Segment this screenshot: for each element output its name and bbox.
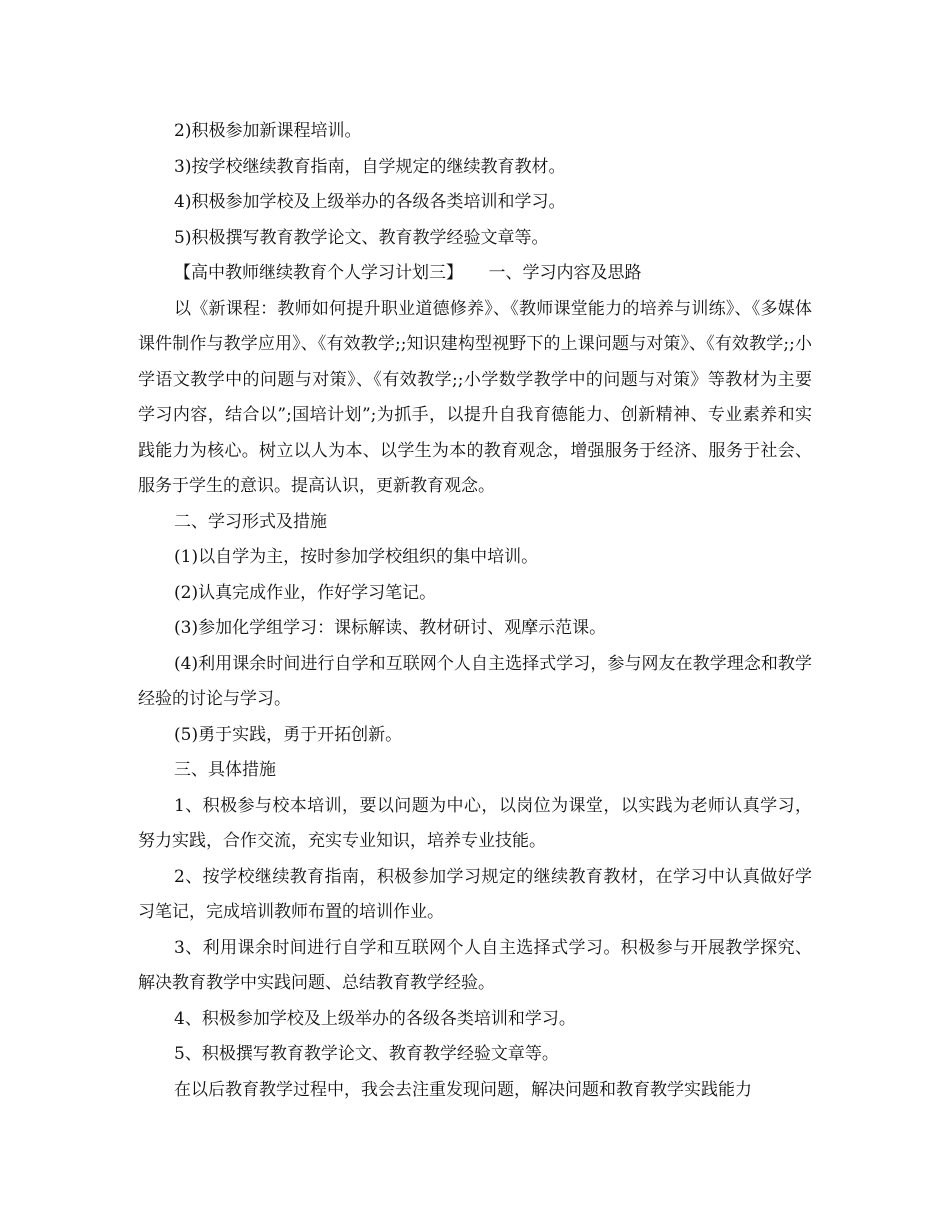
paragraph: 5)积极撰写教育教学论文、教育教学经验文章等。	[174, 227, 549, 248]
section-heading: 二、学习形式及措施	[174, 511, 327, 532]
paragraph: 以《新课程：教师如何提升职业道德修养》、《教师课堂能力的培养与训练》、《多媒体课件制作与教学应用》、《有效教学;;知识建构型视野下的上课问题与对策》、《有效教学;;小学语文教学中的问题与对策》、《有效教学;;小学数学教学中的问题与对策》等教材为主要学习内容，结合以”;国培计划”;为抓手，以提升自我育德能力、创新精神、专业素养和实践能力为核心。树立以人为本、以学生为本的教育观念，增强服务于经济、服务于社会、服务于学生的意识。提高认识，更新教育观念。	[138, 298, 812, 496]
paragraph: (1)以自学为主，按时参加学校组织的集中培训。	[174, 547, 539, 567]
paragraph: (2)认真完成作业，作好学习笔记。	[174, 582, 437, 603]
paragraph: (3)参加化学组学习：课标解读、教材研讨、观摩示范课。	[174, 618, 607, 638]
paragraph: 2、按学校继续教育指南，积极参加学习规定的继续教育教材，在学习中认真做好学习笔记，完成培训教师布置的培训作业。	[138, 866, 812, 922]
paragraph: 2)积极参加新课程培训。	[174, 121, 362, 141]
section-title: 【高中教师继续教育个人学习计划三】 一、学习内容及思路	[174, 263, 642, 283]
paragraph: (5)勇于实践，勇于开拓创新。	[174, 724, 403, 745]
paragraph: 4、积极参加学校及上级举办的各级各类培训和学习。	[174, 1008, 576, 1029]
paragraph: (4)利用课余时间进行自学和互联网个人自主选择式学习，参与网友在教学理念和教学经验的讨论与学习。	[138, 653, 812, 709]
paragraph: 3)按学校继续教育指南，自学规定的继续教育教材。	[174, 156, 566, 177]
paragraph: 5、积极撰写教育教学论文、教育教学经验文章等。	[174, 1044, 559, 1064]
section-heading: 三、具体措施	[174, 760, 276, 780]
paragraph: 在以后教育教学过程中，我会去注重发现问题，解决问题和教育教学实践能力	[174, 1079, 752, 1100]
paragraph: 1、积极参与校本培训，要以问题为中心，以岗位为课堂，以实践为老师认真学习，努力实践，合作交流，充实专业知识，培养专业技能。	[138, 795, 812, 851]
paragraph: 4)积极参加学校及上级举办的各级各类培训和学习。	[174, 192, 566, 212]
paragraph: 3、利用课余时间进行自学和互联网个人自主选择式学习。积极参与开展教学探究、解决教育教学中实践问题、总结教育教学经验。	[138, 937, 812, 993]
